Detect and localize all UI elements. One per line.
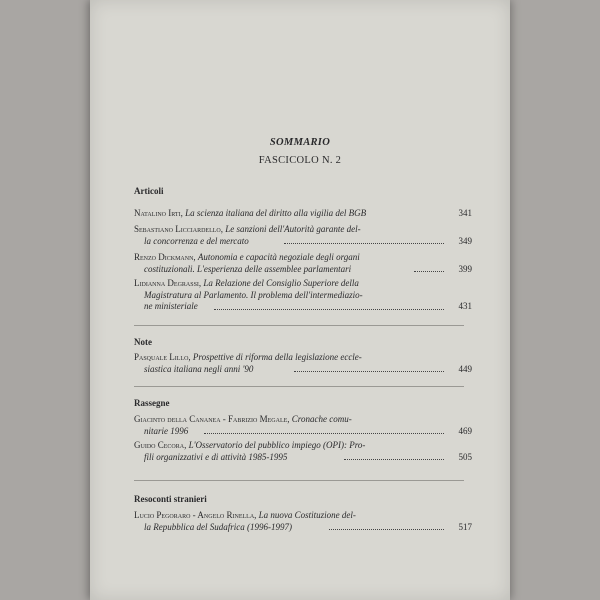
entry-title-line: siastica italiana negli anni '90 xyxy=(144,363,254,374)
dot-leader xyxy=(204,433,444,434)
entry-author: Pasquale Lillo, xyxy=(134,352,191,362)
section-divider xyxy=(134,480,464,481)
entry-title-line: La Relazione del Consiglio Superiore della xyxy=(203,278,359,288)
section-divider xyxy=(134,325,464,326)
toc-entry-cecora xyxy=(134,440,472,463)
entry-page: 431 xyxy=(458,301,472,311)
entry-title-line: nitarie 1996 xyxy=(144,425,189,436)
entry-author: Lidianna Degrassi, xyxy=(134,278,202,288)
toc-entry-licciardello xyxy=(134,224,472,247)
entry-title-line: fili organizzativi e di attività 1985-1995 xyxy=(144,451,288,462)
entry-title-line: Cronache comu- xyxy=(291,414,352,424)
section-heading-note: Note xyxy=(134,337,152,347)
entry-page: 517 xyxy=(458,521,472,532)
entry-title-line: Prospettive di riforma della legislazione eccle- xyxy=(192,352,362,362)
section-heading-articoli: Articoli xyxy=(134,186,164,196)
entry-title-line: La scienza italiana del diritto alla vigilia del BGB xyxy=(185,208,367,218)
toc-entry-irti xyxy=(134,208,472,220)
toc-entry-dickmann xyxy=(134,252,472,275)
entry-title-line: Magistratura al Parlamento. Il problema dell'intermediazio- xyxy=(144,289,363,300)
entry-title-line: la concorrenza e del mercato xyxy=(144,235,249,246)
dot-leader xyxy=(214,309,444,310)
section-divider xyxy=(134,386,464,387)
dot-leader xyxy=(344,459,444,460)
document-page xyxy=(90,0,510,600)
entry-title-line: la Repubblica del Sudafrica (1996-1997) xyxy=(144,521,292,532)
document-title: SOMMARIO xyxy=(269,137,331,148)
entry-page: 399 xyxy=(458,263,472,274)
entry-title-line: L'Osservatorio del pubblico impiego (OPI): Pro- xyxy=(188,440,366,450)
entry-title-line: Le sanzioni dell'Autorità garante del- xyxy=(225,224,361,234)
toc-entry-pegoraro-rinella xyxy=(134,510,472,533)
dot-leader xyxy=(284,243,444,244)
section-heading-resoconti-stranieri: Resoconti stranieri xyxy=(134,494,207,504)
section-heading-rassegne: Rassegne xyxy=(134,398,170,408)
entry-title-line: ne ministeriale xyxy=(144,301,198,311)
entry-page: 469 xyxy=(458,425,472,436)
toc-entry-lillo xyxy=(134,352,472,375)
entry-page: 449 xyxy=(458,363,472,374)
dot-leader xyxy=(329,529,444,530)
entry-page: 505 xyxy=(458,451,472,462)
entry-author: Guido Cecora, xyxy=(134,440,187,450)
entry-title-line: Autonomia e capacità negoziale degli organi xyxy=(197,252,360,262)
entry-title-line: costituzionali. L'esperienza delle assemblee parlamentari xyxy=(144,263,352,274)
dot-leader xyxy=(414,271,444,272)
entry-title-line: La nuova Costituzione del- xyxy=(258,510,356,520)
entry-author: Natalino Irti, xyxy=(134,208,183,218)
dot-leader xyxy=(294,371,444,372)
issue-number: FASCICOLO N. 2 xyxy=(258,155,342,166)
toc-entry-della-cananea-megale xyxy=(134,414,472,437)
entry-page: 341 xyxy=(458,208,472,218)
entry-page: 349 xyxy=(458,235,472,246)
entry-author: Giacinto della Cananea - Fabrizio Megale, xyxy=(134,414,290,424)
entry-author: Renzo Dickmann, xyxy=(134,252,196,262)
toc-entry-degrassi xyxy=(134,278,472,313)
entry-author: Lucio Pegoraro - Angelo Rinella, xyxy=(134,510,257,520)
entry-author: Sebastiano Licciardello, xyxy=(134,224,223,234)
